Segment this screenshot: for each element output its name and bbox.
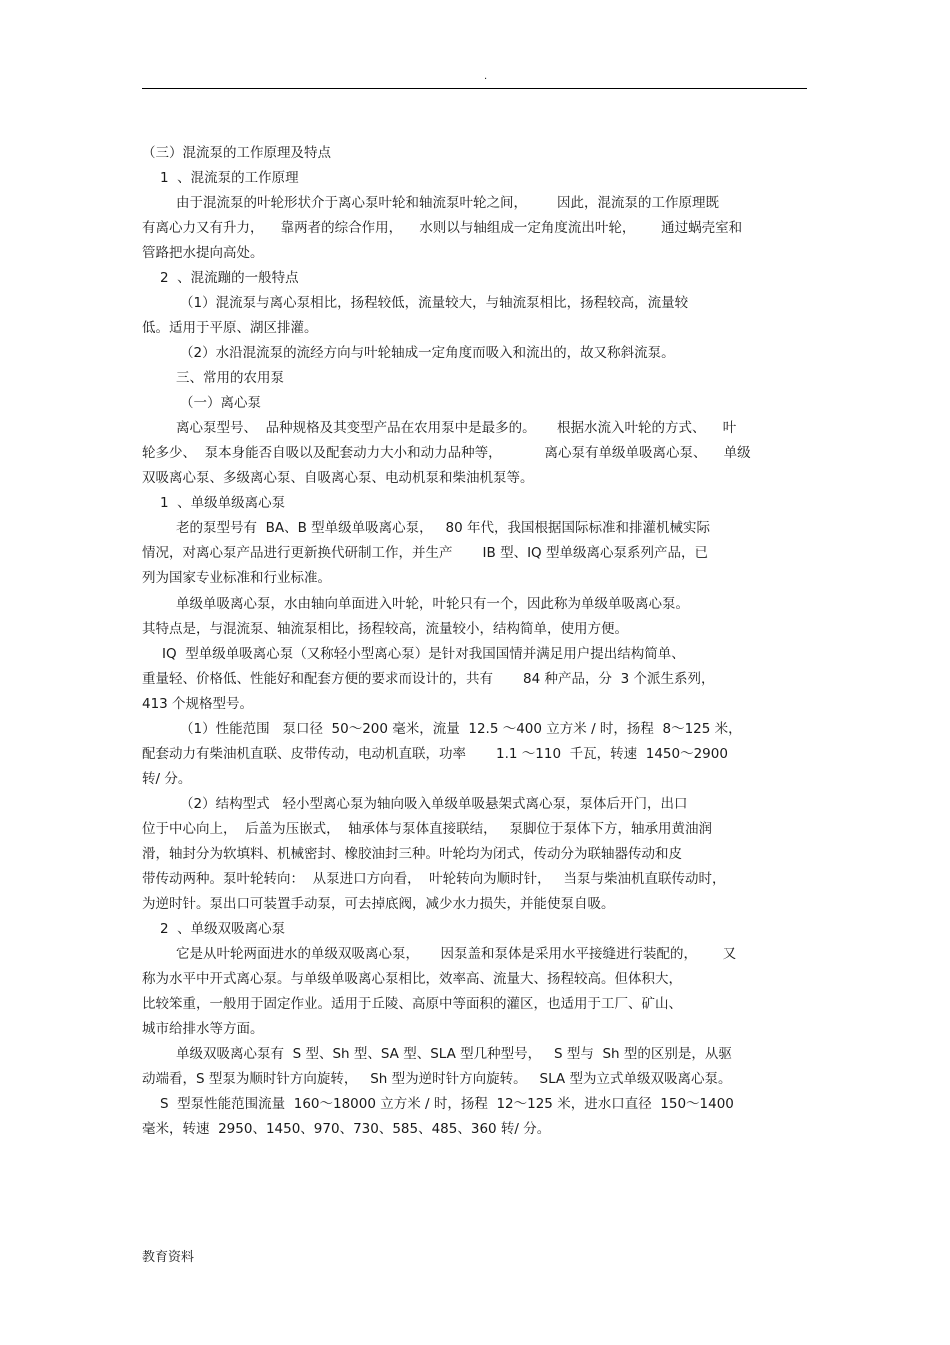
paragraph-line: 重量轻、价格低、性能好和配套方便的要求而设计的，共有 84 种产品，分 3 个派生系列， <box>142 671 715 687</box>
subheading: 2 、单级双吸离心泵 <box>160 921 286 937</box>
paragraph-line: 比较笨重，一般用于固定作业。适用于丘陵、高原中等面积的灌区，也适用于工厂、矿山、 <box>142 996 682 1012</box>
paragraph-line: 它是从叶轮两面进水的单级双吸离心泵， 因泵盖和泵体是采用水平接缝进行装配的， 又 <box>176 946 737 962</box>
paragraph-line: 动端看，S 型泵为顺时针方向旋转， Sh 型为逆时针方向旋转。 SLA 型为立式单级双吸离心泵。 <box>142 1071 732 1087</box>
section-heading: 三、常用的农用泵 <box>176 370 284 386</box>
paragraph-line: 管路把水提向高处。 <box>142 245 264 261</box>
paragraph-line: 轮多少、 泵本身能否自吸以及配套动力大小和动力品种等， 离心泵有单级单吸离心泵、 单级 <box>142 445 751 461</box>
subheading: （一）离心泵 <box>180 395 261 411</box>
paragraph-line: 低。适用于平原、湖区排灌。 <box>142 320 318 336</box>
header-rule <box>142 88 807 89</box>
section-heading: （三）混流泵的工作原理及特点 <box>142 145 331 161</box>
paragraph-line: 转/ 分。 <box>142 771 192 787</box>
paragraph-line: 毫米，转速 2950、1450、970、730、585、485、360 转/ 分。 <box>142 1121 551 1137</box>
paragraph-line: 其特点是，与混流泵、轴流泵相比，扬程较高，流量较小，结构简单，使用方便。 <box>142 621 628 637</box>
paragraph-line: （1）性能范围 泵口径 50～200 毫米，流量 12.5 ～400 立方米 / 时，扬程 8～125 米， <box>180 721 742 737</box>
subheading: 1 、单级单级离心泵 <box>160 495 286 511</box>
paragraph-line: 413 个规格型号。 <box>142 696 254 712</box>
paragraph-line: 单级双吸离心泵有 S 型、Sh 型、SA 型、SLA 型几种型号， S 型与 Sh 型的区别是，从驱 <box>176 1046 732 1062</box>
paragraph-line: 双吸离心泵、多级离心泵、自吸离心泵、电动机泵和柴油机泵等。 <box>142 470 534 486</box>
paragraph-line: 老的泵型号有 BA、B 型单级单吸离心泵， 80 年代，我国根据国际标准和排灌机械实际 <box>176 520 710 536</box>
paragraph-line: （2）结构型式 轻小型离心泵为轴向吸入单级单吸悬架式离心泵，泵体后开门，出口 <box>180 796 688 812</box>
paragraph-line: 由于混流泵的叶轮形状介于离心泵叶轮和轴流泵叶轮之间， 因此，混流泵的工作原理既 <box>176 195 720 211</box>
paragraph-line: 离心泵型号、 品种规格及其变型产品在农用泵中是最多的。 根据水流入叶轮的方式、 叶 <box>176 420 737 436</box>
paragraph-line: S 型泵性能范围流量 160～18000 立方米 / 时，扬程 12～125 米，进水口直径 150～1400 <box>160 1096 734 1112</box>
paragraph-line: 城市给排水等方面。 <box>142 1021 264 1037</box>
subheading: 2 、混流蹦的一般特点 <box>160 270 299 286</box>
footer-label: 教育资料 <box>142 1250 195 1265</box>
paragraph-line: 单级单吸离心泵，水由轴向单面进入叶轮，叶轮只有一个，因此称为单级单吸离心泵。 <box>176 596 689 612</box>
header-mark: . <box>484 71 488 82</box>
paragraph-line: IQ 型单级单吸离心泵（又称轻小型离心泵）是针对我国国情并满足用户提出结构简单、 <box>162 646 685 662</box>
paragraph-line: 带传动两种。泵叶轮转向： 从泵进口方向看， 叶轮转向为顺时针， 当泵与柴油机直联传动时， <box>142 871 726 887</box>
paragraph-line: 滑，轴封分为软填料、机械密封、橡胶油封三种。叶轮均为闭式，传动分为联轴器传动和皮 <box>142 846 682 862</box>
paragraph-line: （1）混流泵与离心泵相比，扬程较低，流量较大，与轴流泵相比，扬程较高，流量较 <box>180 295 689 311</box>
paragraph-line: 为逆时针。泵出口可装置手动泵，可去掉底阀，减少水力损失，并能使泵自吸。 <box>142 896 615 912</box>
paragraph-line: 称为水平中开式离心泵。与单级单吸离心泵相比，效率高、流量大、扬程较高。但体积大， <box>142 971 682 987</box>
paragraph-line: 情况，对离心泵产品进行更新换代研制工作，并生产 IB 型、IQ 型单级离心泵系列产品，已 <box>142 545 708 561</box>
paragraph-line: 位于中心向上， 后盖为压嵌式， 轴承体与泵体直接联结， 泵脚位于泵体下方，轴承用黄油润 <box>142 821 713 837</box>
paragraph-line: 有离心力又有升力， 靠两者的综合作用， 水则以与轴组成一定角度流出叶轮， 通过蜗壳室和 <box>142 220 743 236</box>
paragraph-line: 配套动力有柴油机直联、皮带传动，电动机直联，功率 1.1 ～110 千瓦，转速 1450～2900 <box>142 746 728 762</box>
subheading: 1 、混流泵的工作原理 <box>160 170 299 186</box>
paragraph-line: 列为国家专业标准和行业标准。 <box>142 570 331 586</box>
paragraph-line: （2）水沿混流泵的流经方向与叶轮轴成一定角度而吸入和流出的，故又称斜流泵。 <box>180 345 675 361</box>
